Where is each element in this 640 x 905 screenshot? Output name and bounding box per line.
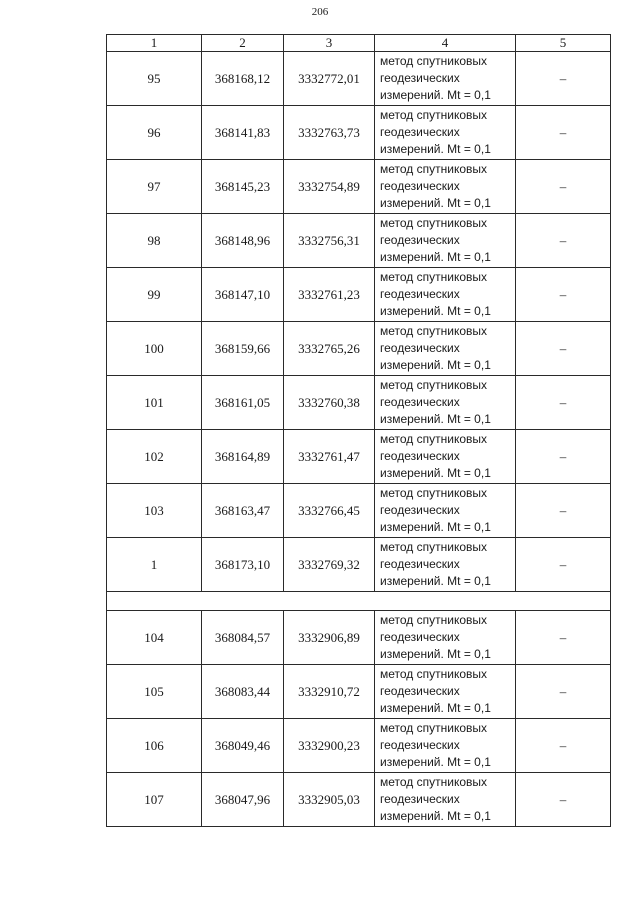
point-number-cell: 101 <box>107 376 202 430</box>
y-coordinate-cell: 3332910,72 <box>284 665 375 719</box>
point-number-cell: 105 <box>107 665 202 719</box>
table-row <box>107 484 611 538</box>
note-cell: – <box>516 773 611 827</box>
table-row <box>107 268 611 322</box>
table-row <box>107 106 611 160</box>
y-coordinate-cell: 3332900,23 <box>284 719 375 773</box>
point-number-cell: 100 <box>107 322 202 376</box>
point-number-cell: 98 <box>107 214 202 268</box>
point-number-cell: 106 <box>107 719 202 773</box>
header-cell-1: 1 <box>107 35 202 52</box>
y-coordinate-cell: 3332761,47 <box>284 430 375 484</box>
method-cell: метод спутниковых геодезических измерений. Mt = 0,1 <box>375 611 516 665</box>
table-header-row <box>107 35 611 52</box>
point-number-cell: 99 <box>107 268 202 322</box>
y-coordinate-cell: 3332763,73 <box>284 106 375 160</box>
note-cell: – <box>516 268 611 322</box>
table-row <box>107 611 611 665</box>
x-coordinate-cell: 368049,46 <box>202 719 284 773</box>
method-cell: метод спутниковых геодезических измерений. Mt = 0,1 <box>375 214 516 268</box>
table-row <box>107 376 611 430</box>
header-cell-2: 2 <box>202 35 284 52</box>
method-cell: метод спутниковых геодезических измерений. Mt = 0,1 <box>375 665 516 719</box>
table-row <box>107 665 611 719</box>
x-coordinate-cell: 368147,10 <box>202 268 284 322</box>
x-coordinate-cell: 368159,66 <box>202 322 284 376</box>
method-cell: метод спутниковых геодезических измерений. Mt = 0,1 <box>375 430 516 484</box>
separator-cell <box>107 592 611 611</box>
point-number-cell: 107 <box>107 773 202 827</box>
note-cell: – <box>516 214 611 268</box>
method-cell: метод спутниковых геодезических измерений. Mt = 0,1 <box>375 376 516 430</box>
x-coordinate-cell: 368084,57 <box>202 611 284 665</box>
note-cell: – <box>516 665 611 719</box>
page-number: 206 <box>311 6 329 18</box>
note-cell: – <box>516 52 611 106</box>
y-coordinate-cell: 3332761,23 <box>284 268 375 322</box>
method-cell: метод спутниковых геодезических измерений. Mt = 0,1 <box>375 322 516 376</box>
note-cell: – <box>516 376 611 430</box>
note-cell: – <box>516 160 611 214</box>
point-number-cell: 102 <box>107 430 202 484</box>
y-coordinate-cell: 3332772,01 <box>284 52 375 106</box>
method-cell: метод спутниковых геодезических измерений. Mt = 0,1 <box>375 538 516 592</box>
table-row <box>107 322 611 376</box>
header-cell-5: 5 <box>516 35 611 52</box>
table-row <box>107 52 611 106</box>
point-number-cell: 97 <box>107 160 202 214</box>
table-row <box>107 719 611 773</box>
y-coordinate-cell: 3332905,03 <box>284 773 375 827</box>
table-row <box>107 538 611 592</box>
table-row <box>107 430 611 484</box>
x-coordinate-cell: 368083,44 <box>202 665 284 719</box>
table-separator-row <box>107 592 611 611</box>
table-row <box>107 160 611 214</box>
method-cell: метод спутниковых геодезических измерений. Mt = 0,1 <box>375 52 516 106</box>
header-cell-3: 3 <box>284 35 375 52</box>
y-coordinate-cell: 3332766,45 <box>284 484 375 538</box>
x-coordinate-cell: 368148,96 <box>202 214 284 268</box>
table-row <box>107 214 611 268</box>
method-cell: метод спутниковых геодезических измерений. Mt = 0,1 <box>375 160 516 214</box>
x-coordinate-cell: 368173,10 <box>202 538 284 592</box>
y-coordinate-cell: 3332760,38 <box>284 376 375 430</box>
table-row <box>107 773 611 827</box>
method-cell: метод спутниковых геодезических измерений. Mt = 0,1 <box>375 719 516 773</box>
method-cell: метод спутниковых геодезических измерений. Mt = 0,1 <box>375 484 516 538</box>
x-coordinate-cell: 368141,83 <box>202 106 284 160</box>
method-cell: метод спутниковых геодезических измерений. Mt = 0,1 <box>375 773 516 827</box>
note-cell: – <box>516 430 611 484</box>
coordinates-table <box>106 34 611 827</box>
point-number-cell: 95 <box>107 52 202 106</box>
note-cell: – <box>516 719 611 773</box>
note-cell: – <box>516 611 611 665</box>
x-coordinate-cell: 368163,47 <box>202 484 284 538</box>
x-coordinate-cell: 368168,12 <box>202 52 284 106</box>
y-coordinate-cell: 3332765,26 <box>284 322 375 376</box>
point-number-cell: 103 <box>107 484 202 538</box>
method-cell: метод спутниковых геодезических измерений. Mt = 0,1 <box>375 106 516 160</box>
header-cell-4: 4 <box>375 35 516 52</box>
point-number-cell: 1 <box>107 538 202 592</box>
note-cell: – <box>516 484 611 538</box>
y-coordinate-cell: 3332906,89 <box>284 611 375 665</box>
note-cell: – <box>516 322 611 376</box>
x-coordinate-cell: 368161,05 <box>202 376 284 430</box>
y-coordinate-cell: 3332756,31 <box>284 214 375 268</box>
y-coordinate-cell: 3332754,89 <box>284 160 375 214</box>
x-coordinate-cell: 368145,23 <box>202 160 284 214</box>
note-cell: – <box>516 106 611 160</box>
y-coordinate-cell: 3332769,32 <box>284 538 375 592</box>
point-number-cell: 96 <box>107 106 202 160</box>
point-number-cell: 104 <box>107 611 202 665</box>
x-coordinate-cell: 368164,89 <box>202 430 284 484</box>
method-cell: метод спутниковых геодезических измерений. Mt = 0,1 <box>375 268 516 322</box>
coordinates-table-body <box>107 35 611 827</box>
x-coordinate-cell: 368047,96 <box>202 773 284 827</box>
note-cell: – <box>516 538 611 592</box>
